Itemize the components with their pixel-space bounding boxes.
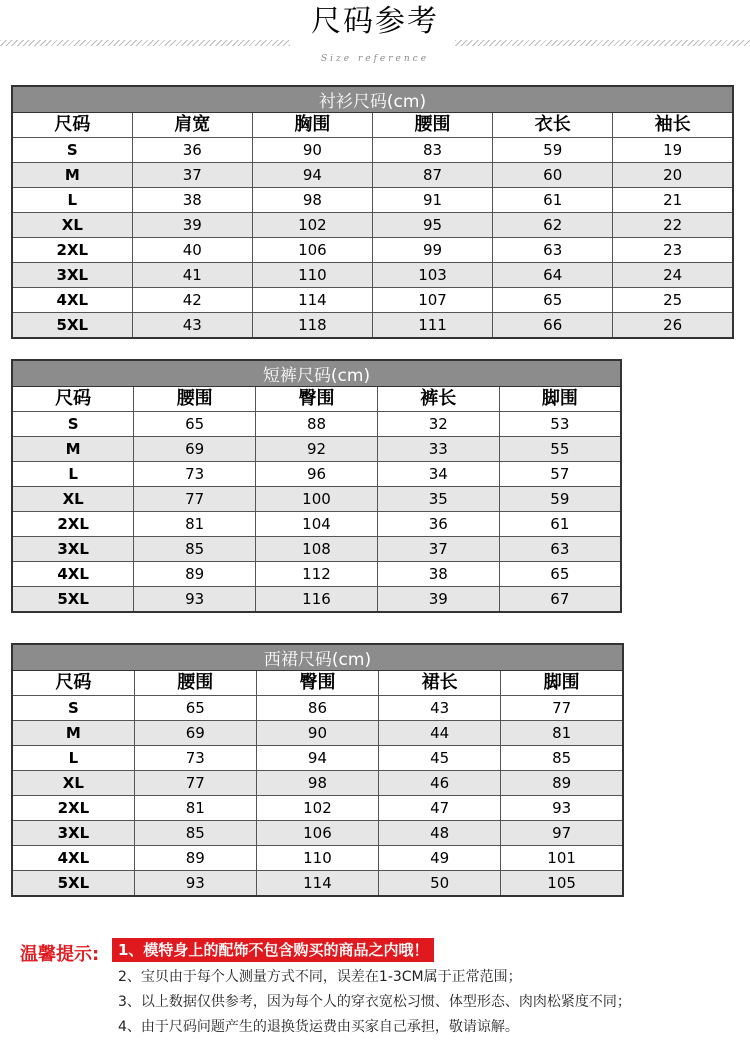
measure-cell: 44 xyxy=(379,721,501,746)
table-row xyxy=(12,796,623,821)
size-label-cell: 2XL xyxy=(12,238,132,263)
size-label-cell: M xyxy=(12,437,134,462)
measure-cell: 26 xyxy=(613,313,733,339)
measure-cell: 91 xyxy=(372,188,492,213)
measure-cell: 107 xyxy=(372,288,492,313)
measure-cell: 65 xyxy=(499,562,621,587)
measure-cell: 93 xyxy=(501,796,623,821)
table-row xyxy=(12,587,621,613)
measure-cell: 19 xyxy=(613,138,733,163)
measure-cell: 66 xyxy=(493,313,613,339)
measure-cell: 99 xyxy=(372,238,492,263)
measure-cell: 65 xyxy=(134,696,256,721)
table-caption: 西裙尺码(cm) xyxy=(12,644,623,671)
measure-cell: 112 xyxy=(256,562,378,587)
measure-cell: 33 xyxy=(377,437,499,462)
table-row xyxy=(12,188,733,213)
table-row xyxy=(12,562,621,587)
size-label-cell: 2XL xyxy=(12,512,134,537)
measure-cell: 69 xyxy=(134,437,256,462)
measure-cell: 89 xyxy=(134,846,256,871)
measure-cell: 98 xyxy=(252,188,372,213)
measure-cell: 23 xyxy=(613,238,733,263)
measure-cell: 73 xyxy=(134,746,256,771)
column-header: 胸围 xyxy=(252,113,372,138)
tip-highlight: 1、模特身上的配饰不包含购买的商品之内哦！ xyxy=(112,938,434,962)
measure-cell: 92 xyxy=(256,437,378,462)
size-label-cell: S xyxy=(12,412,134,437)
table-row xyxy=(12,512,621,537)
measure-cell: 116 xyxy=(256,587,378,613)
measure-cell: 83 xyxy=(372,138,492,163)
column-header: 尺码 xyxy=(12,113,132,138)
column-header: 裤长 xyxy=(377,387,499,412)
measure-cell: 57 xyxy=(499,462,621,487)
measure-cell: 118 xyxy=(252,313,372,339)
size-label-cell: 5XL xyxy=(12,313,132,339)
measure-cell: 108 xyxy=(256,537,378,562)
measure-cell: 25 xyxy=(613,288,733,313)
column-header: 裙长 xyxy=(379,671,501,696)
column-header: 臀围 xyxy=(256,387,378,412)
measure-cell: 38 xyxy=(132,188,252,213)
measure-cell: 81 xyxy=(134,512,256,537)
measure-cell: 69 xyxy=(134,721,256,746)
measure-cell: 48 xyxy=(379,821,501,846)
measure-cell: 41 xyxy=(132,263,252,288)
measure-cell: 38 xyxy=(377,562,499,587)
size-label-cell: L xyxy=(12,462,134,487)
column-header: 腰围 xyxy=(372,113,492,138)
shirt-size-table xyxy=(11,85,734,339)
table-row xyxy=(12,696,623,721)
measure-cell: 104 xyxy=(256,512,378,537)
measure-cell: 39 xyxy=(132,213,252,238)
size-label-cell: 3XL xyxy=(12,263,132,288)
column-header: 尺码 xyxy=(12,387,134,412)
table-row xyxy=(12,263,733,288)
table-row xyxy=(12,238,733,263)
table-row xyxy=(12,846,623,871)
measure-cell: 35 xyxy=(377,487,499,512)
measure-cell: 59 xyxy=(493,138,613,163)
measure-cell: 55 xyxy=(499,437,621,462)
measure-cell: 37 xyxy=(377,537,499,562)
measure-cell: 88 xyxy=(256,412,378,437)
measure-cell: 50 xyxy=(379,871,501,897)
measure-cell: 60 xyxy=(493,163,613,188)
measure-cell: 85 xyxy=(501,746,623,771)
measure-cell: 36 xyxy=(377,512,499,537)
size-label-cell: 5XL xyxy=(12,871,134,897)
measure-cell: 81 xyxy=(134,796,256,821)
size-label-cell: 4XL xyxy=(12,846,134,871)
measure-cell: 62 xyxy=(493,213,613,238)
measure-cell: 43 xyxy=(132,313,252,339)
column-header: 衣长 xyxy=(493,113,613,138)
measure-cell: 90 xyxy=(256,721,378,746)
measure-cell: 106 xyxy=(252,238,372,263)
header-hatch-right xyxy=(455,40,750,46)
table-caption: 衬衫尺码(cm) xyxy=(12,86,733,113)
table-row xyxy=(12,821,623,846)
table-header-row xyxy=(12,387,621,412)
measure-cell: 102 xyxy=(252,213,372,238)
measure-cell: 77 xyxy=(134,487,256,512)
tips-title: 温馨提示: xyxy=(20,944,100,965)
measure-cell: 77 xyxy=(501,696,623,721)
measure-cell: 81 xyxy=(501,721,623,746)
measure-cell: 39 xyxy=(377,587,499,613)
table-row xyxy=(12,771,623,796)
measure-cell: 21 xyxy=(613,188,733,213)
measure-cell: 24 xyxy=(613,263,733,288)
measure-cell: 105 xyxy=(501,871,623,897)
measure-cell: 89 xyxy=(134,562,256,587)
size-label-cell: 3XL xyxy=(12,537,134,562)
measure-cell: 65 xyxy=(493,288,613,313)
measure-cell: 93 xyxy=(134,587,256,613)
measure-cell: 20 xyxy=(613,163,733,188)
measure-cell: 42 xyxy=(132,288,252,313)
measure-cell: 100 xyxy=(256,487,378,512)
measure-cell: 22 xyxy=(613,213,733,238)
size-label-cell: L xyxy=(12,746,134,771)
measure-cell: 61 xyxy=(493,188,613,213)
measure-cell: 106 xyxy=(256,821,378,846)
measure-cell: 89 xyxy=(501,771,623,796)
measure-cell: 34 xyxy=(377,462,499,487)
measure-cell: 94 xyxy=(252,163,372,188)
measure-cell: 59 xyxy=(499,487,621,512)
measure-cell: 45 xyxy=(379,746,501,771)
table-row xyxy=(12,871,623,897)
measure-cell: 97 xyxy=(501,821,623,846)
measure-cell: 64 xyxy=(493,263,613,288)
size-label-cell: XL xyxy=(12,487,134,512)
measure-cell: 37 xyxy=(132,163,252,188)
measure-cell: 111 xyxy=(372,313,492,339)
measure-cell: 86 xyxy=(256,696,378,721)
size-label-cell: 3XL xyxy=(12,821,134,846)
shorts-size-table xyxy=(11,359,622,613)
measure-cell: 93 xyxy=(134,871,256,897)
measure-cell: 65 xyxy=(134,412,256,437)
size-label-cell: 4XL xyxy=(12,562,134,587)
size-label-cell: S xyxy=(12,138,132,163)
table-row xyxy=(12,462,621,487)
table-row xyxy=(12,487,621,512)
measure-cell: 110 xyxy=(252,263,372,288)
page-header xyxy=(0,0,750,70)
table-row xyxy=(12,313,733,339)
measure-cell: 94 xyxy=(256,746,378,771)
measure-cell: 87 xyxy=(372,163,492,188)
measure-cell: 114 xyxy=(256,871,378,897)
table-header-row xyxy=(12,671,623,696)
table-row xyxy=(12,163,733,188)
measure-cell: 103 xyxy=(372,263,492,288)
column-header: 腰围 xyxy=(134,671,256,696)
column-header: 脚围 xyxy=(499,387,621,412)
column-header: 臀围 xyxy=(256,671,378,696)
measure-cell: 53 xyxy=(499,412,621,437)
tip-item: 3、以上数据仅供参考，因为每个人的穿衣宽松习惯、体型形态、肉肉松紧度不同； xyxy=(118,994,631,1010)
measure-cell: 73 xyxy=(134,462,256,487)
measure-cell: 90 xyxy=(252,138,372,163)
size-label-cell: M xyxy=(12,163,132,188)
measure-cell: 95 xyxy=(372,213,492,238)
measure-cell: 32 xyxy=(377,412,499,437)
table-header-row xyxy=(12,113,733,138)
column-header: 脚围 xyxy=(501,671,623,696)
size-label-cell: 2XL xyxy=(12,796,134,821)
measure-cell: 36 xyxy=(132,138,252,163)
page-title: 尺码参考 xyxy=(311,4,439,39)
table-row xyxy=(12,721,623,746)
measure-cell: 101 xyxy=(501,846,623,871)
tip-item: 4、由于尺码问题产生的退换货运费由买家自己承担，敬请谅解。 xyxy=(118,1019,519,1035)
tip-item: 2、宝贝由于每个人测量方式不同，误差在1-3CM属于正常范围； xyxy=(118,969,522,985)
measure-cell: 63 xyxy=(493,238,613,263)
measure-cell: 98 xyxy=(256,771,378,796)
measure-cell: 46 xyxy=(379,771,501,796)
size-label-cell: S xyxy=(12,696,134,721)
table-row xyxy=(12,288,733,313)
measure-cell: 47 xyxy=(379,796,501,821)
measure-cell: 49 xyxy=(379,846,501,871)
table-row xyxy=(12,537,621,562)
size-label-cell: M xyxy=(12,721,134,746)
size-label-cell: XL xyxy=(12,213,132,238)
column-header: 肩宽 xyxy=(132,113,252,138)
measure-cell: 85 xyxy=(134,821,256,846)
skirt-size-table xyxy=(11,643,624,897)
column-header: 袖长 xyxy=(613,113,733,138)
measure-cell: 96 xyxy=(256,462,378,487)
size-label-cell: L xyxy=(12,188,132,213)
table-row xyxy=(12,437,621,462)
size-label-cell: XL xyxy=(12,771,134,796)
measure-cell: 77 xyxy=(134,771,256,796)
measure-cell: 102 xyxy=(256,796,378,821)
measure-cell: 67 xyxy=(499,587,621,613)
measure-cell: 63 xyxy=(499,537,621,562)
column-header: 腰围 xyxy=(134,387,256,412)
measure-cell: 110 xyxy=(256,846,378,871)
measure-cell: 85 xyxy=(134,537,256,562)
measure-cell: 40 xyxy=(132,238,252,263)
page-subtitle: Size reference xyxy=(320,54,430,64)
table-row xyxy=(12,412,621,437)
table-row xyxy=(12,138,733,163)
column-header: 尺码 xyxy=(12,671,134,696)
table-caption: 短裤尺码(cm) xyxy=(12,360,621,387)
size-label-cell: 5XL xyxy=(12,587,134,613)
table-row xyxy=(12,213,733,238)
table-row xyxy=(12,746,623,771)
measure-cell: 43 xyxy=(379,696,501,721)
measure-cell: 61 xyxy=(499,512,621,537)
measure-cell: 114 xyxy=(252,288,372,313)
header-hatch-left xyxy=(0,40,290,46)
size-label-cell: 4XL xyxy=(12,288,132,313)
